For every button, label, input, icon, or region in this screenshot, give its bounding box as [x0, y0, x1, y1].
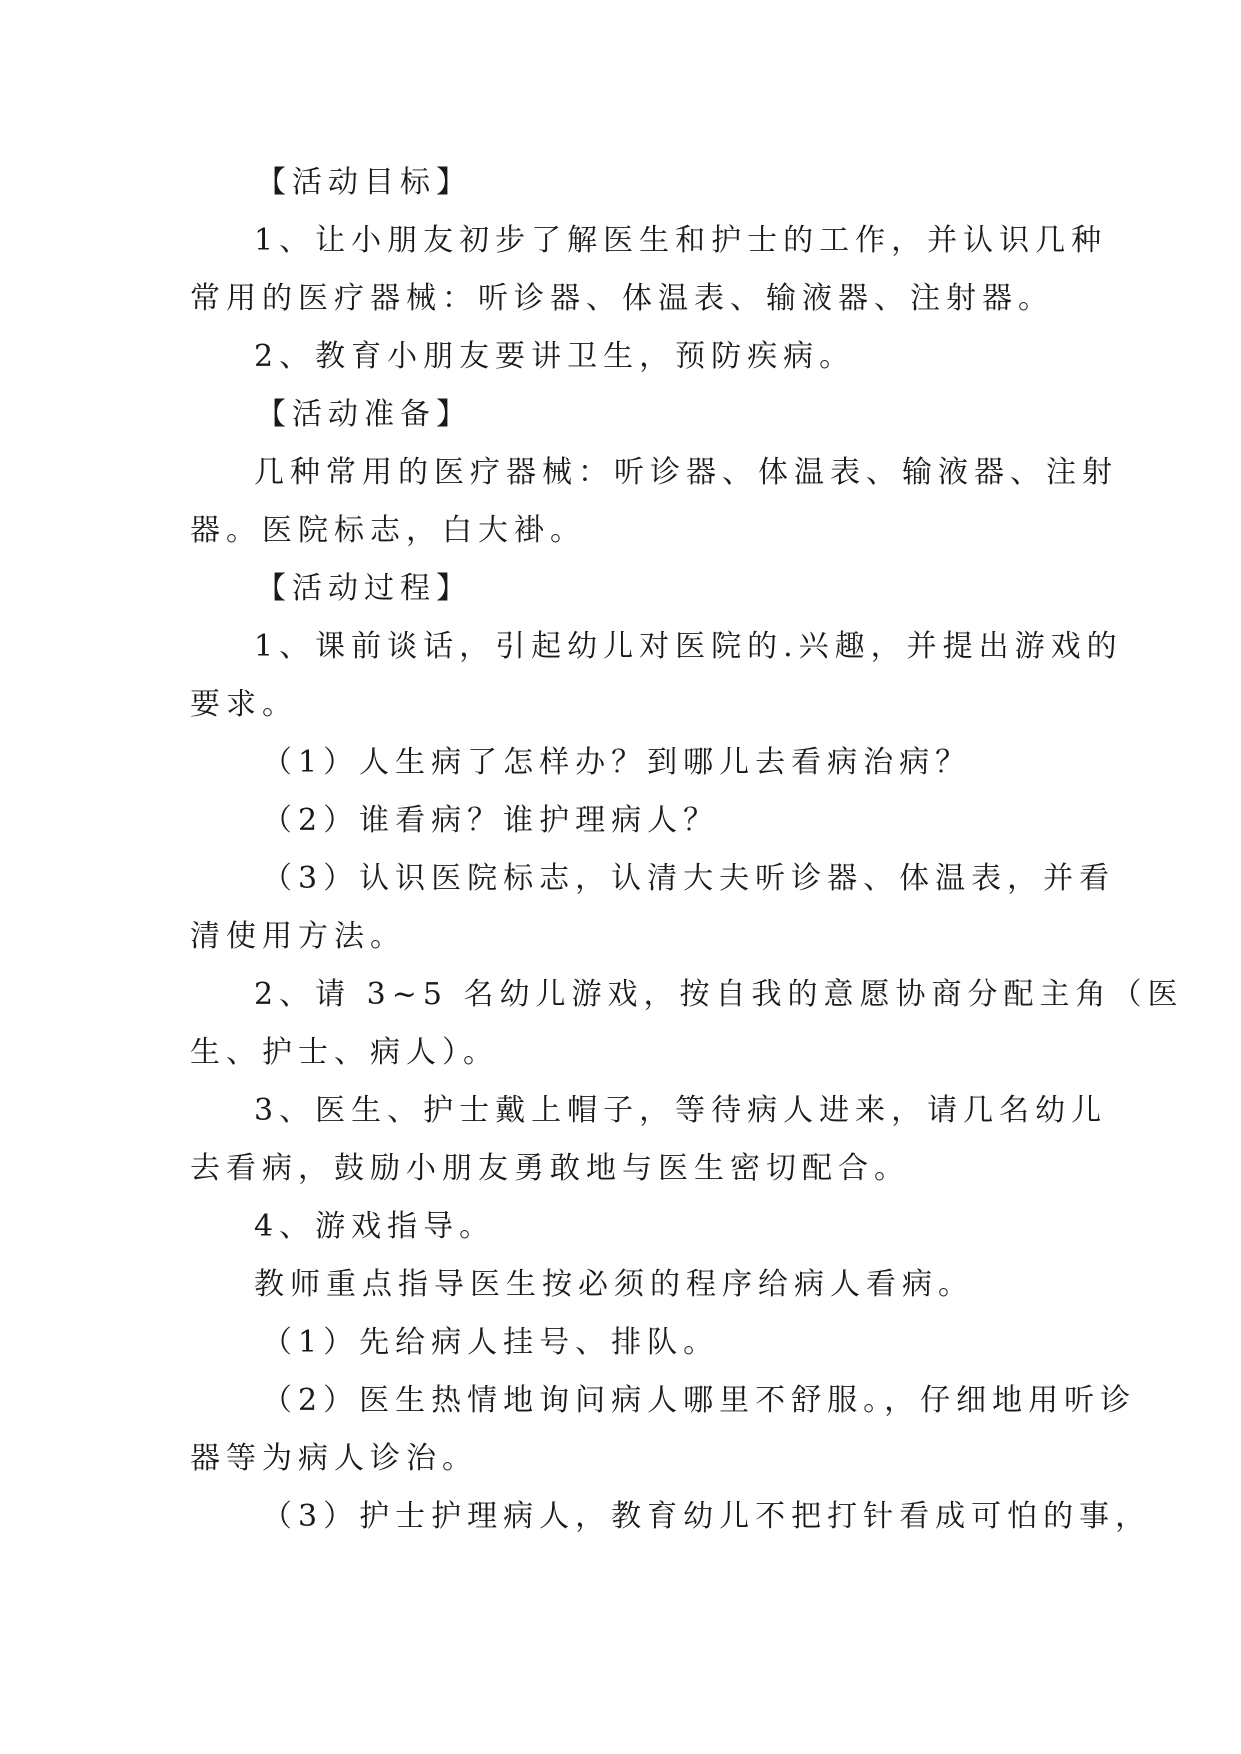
process-step-2-continued: 生、护士、病人）。	[190, 1035, 499, 1070]
goal-item-1: 1、让小朋友初步了解医生和护士的工作，并认识几种	[254, 223, 1108, 258]
guidance-sub-2-continued: 器等为病人诊治。	[190, 1441, 478, 1476]
process-step-1-continued: 要求。	[190, 687, 298, 722]
document-body	[190, 154, 1184, 1546]
process-step-1-sub-3-continued: 清使用方法。	[190, 919, 406, 954]
process-step-3-continued: 去看病，鼓励小朋友勇敢地与医生密切配合。	[190, 1151, 910, 1186]
guidance-sub-2: （2）医生热情地询问病人哪里不舒服。，仔细地用听诊	[262, 1383, 1137, 1418]
guidance-sub-1: （1）先给病人挂号、排队。	[262, 1325, 720, 1360]
process-step-1-sub-1: （1）人生病了怎样办？到哪儿去看病治病？	[262, 745, 972, 780]
preparation-text-continued: 器。医院标志，白大褂。	[190, 513, 586, 548]
section-heading-process: 【活动过程】	[256, 571, 472, 606]
process-step-3: 3、医生、护士戴上帽子，等待病人进来，请几名幼儿	[254, 1093, 1108, 1128]
process-step-1: 1、课前谈话，引起幼儿对医院的.兴趣，并提出游戏的	[254, 629, 1123, 664]
section-heading-preparation: 【活动准备】	[256, 397, 472, 432]
section-heading-goals: 【活动目标】	[256, 165, 472, 200]
process-step-1-sub-3: （3）认识医院标志，认清大夫听诊器、体温表，并看	[262, 861, 1116, 896]
guidance-sub-3: （3）护士护理病人，教育幼儿不把打针看成可怕的事，	[262, 1499, 1152, 1534]
goal-item-1-continued: 常用的医疗器械：听诊器、体温表、输液器、注射器。	[190, 281, 1054, 316]
process-step-4: 4、游戏指导。	[254, 1209, 496, 1244]
guidance-text: 教师重点指导医生按必须的程序给病人看病。	[254, 1267, 974, 1302]
preparation-text: 几种常用的医疗器械：听诊器、体温表、输液器、注射	[254, 455, 1118, 490]
process-step-1-sub-2: （2）谁看病？谁护理病人？	[262, 803, 720, 838]
process-step-2: 2、请 3~5 名幼儿游戏，按自我的意愿协商分配主角（医	[254, 977, 1184, 1012]
goal-item-2: 2、教育小朋友要讲卫生，预防疾病。	[254, 339, 856, 374]
